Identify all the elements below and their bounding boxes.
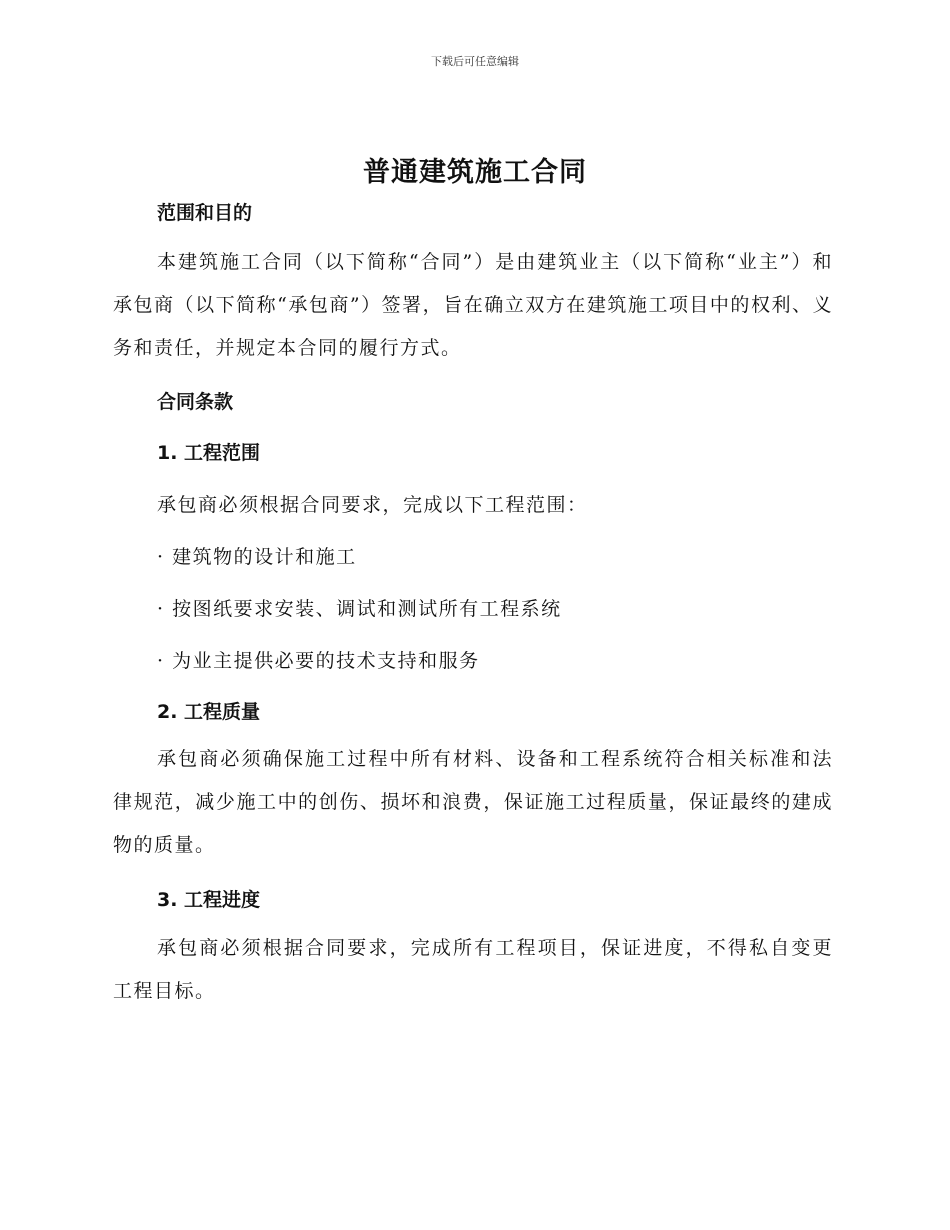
item-heading-work-scope: 1. 工程范围 [157,442,261,464]
document-title: 普通建筑施工合同 [363,157,587,188]
paragraph-scope-purpose: 本建筑施工合同（以下简称“合同”）是由建筑业主（以下简称“业主”）和承包商（以下简称“承包商”）签署，旨在确立双方在建筑施工项目中的权利、义务和责任，并规定本合同的履行方式。 [113,251,833,359]
section-heading-contract-terms: 合同条款 [157,391,234,413]
item-heading-work-schedule: 3. 工程进度 [157,889,261,911]
work-scope-bullet-1: · 建筑物的设计和施工 [157,546,357,568]
work-scope-intro: 承包商必须根据合同要求，完成以下工程范围： [157,494,588,516]
work-scope-bullet-2: · 按图纸要求安装、调试和测试所有工程系统 [157,598,562,620]
page-header: 下载后可任意编辑 [431,55,519,68]
work-scope-bullet-3: · 为业主提供必要的技术支持和服务 [157,650,480,672]
paragraph-work-quality: 承包商必须确保施工过程中所有材料、设备和工程系统符合相关标准和法律规范，减少施工中的创伤、损坏和浪费，保证施工过程质量，保证最终的建成物的质量。 [113,748,833,856]
item-heading-work-quality: 2. 工程质量 [157,701,261,723]
section-heading-scope-purpose: 范围和目的 [157,202,253,224]
paragraph-work-schedule: 承包商必须根据合同要求，完成所有工程项目，保证进度，不得私自变更工程目标。 [113,937,833,1002]
